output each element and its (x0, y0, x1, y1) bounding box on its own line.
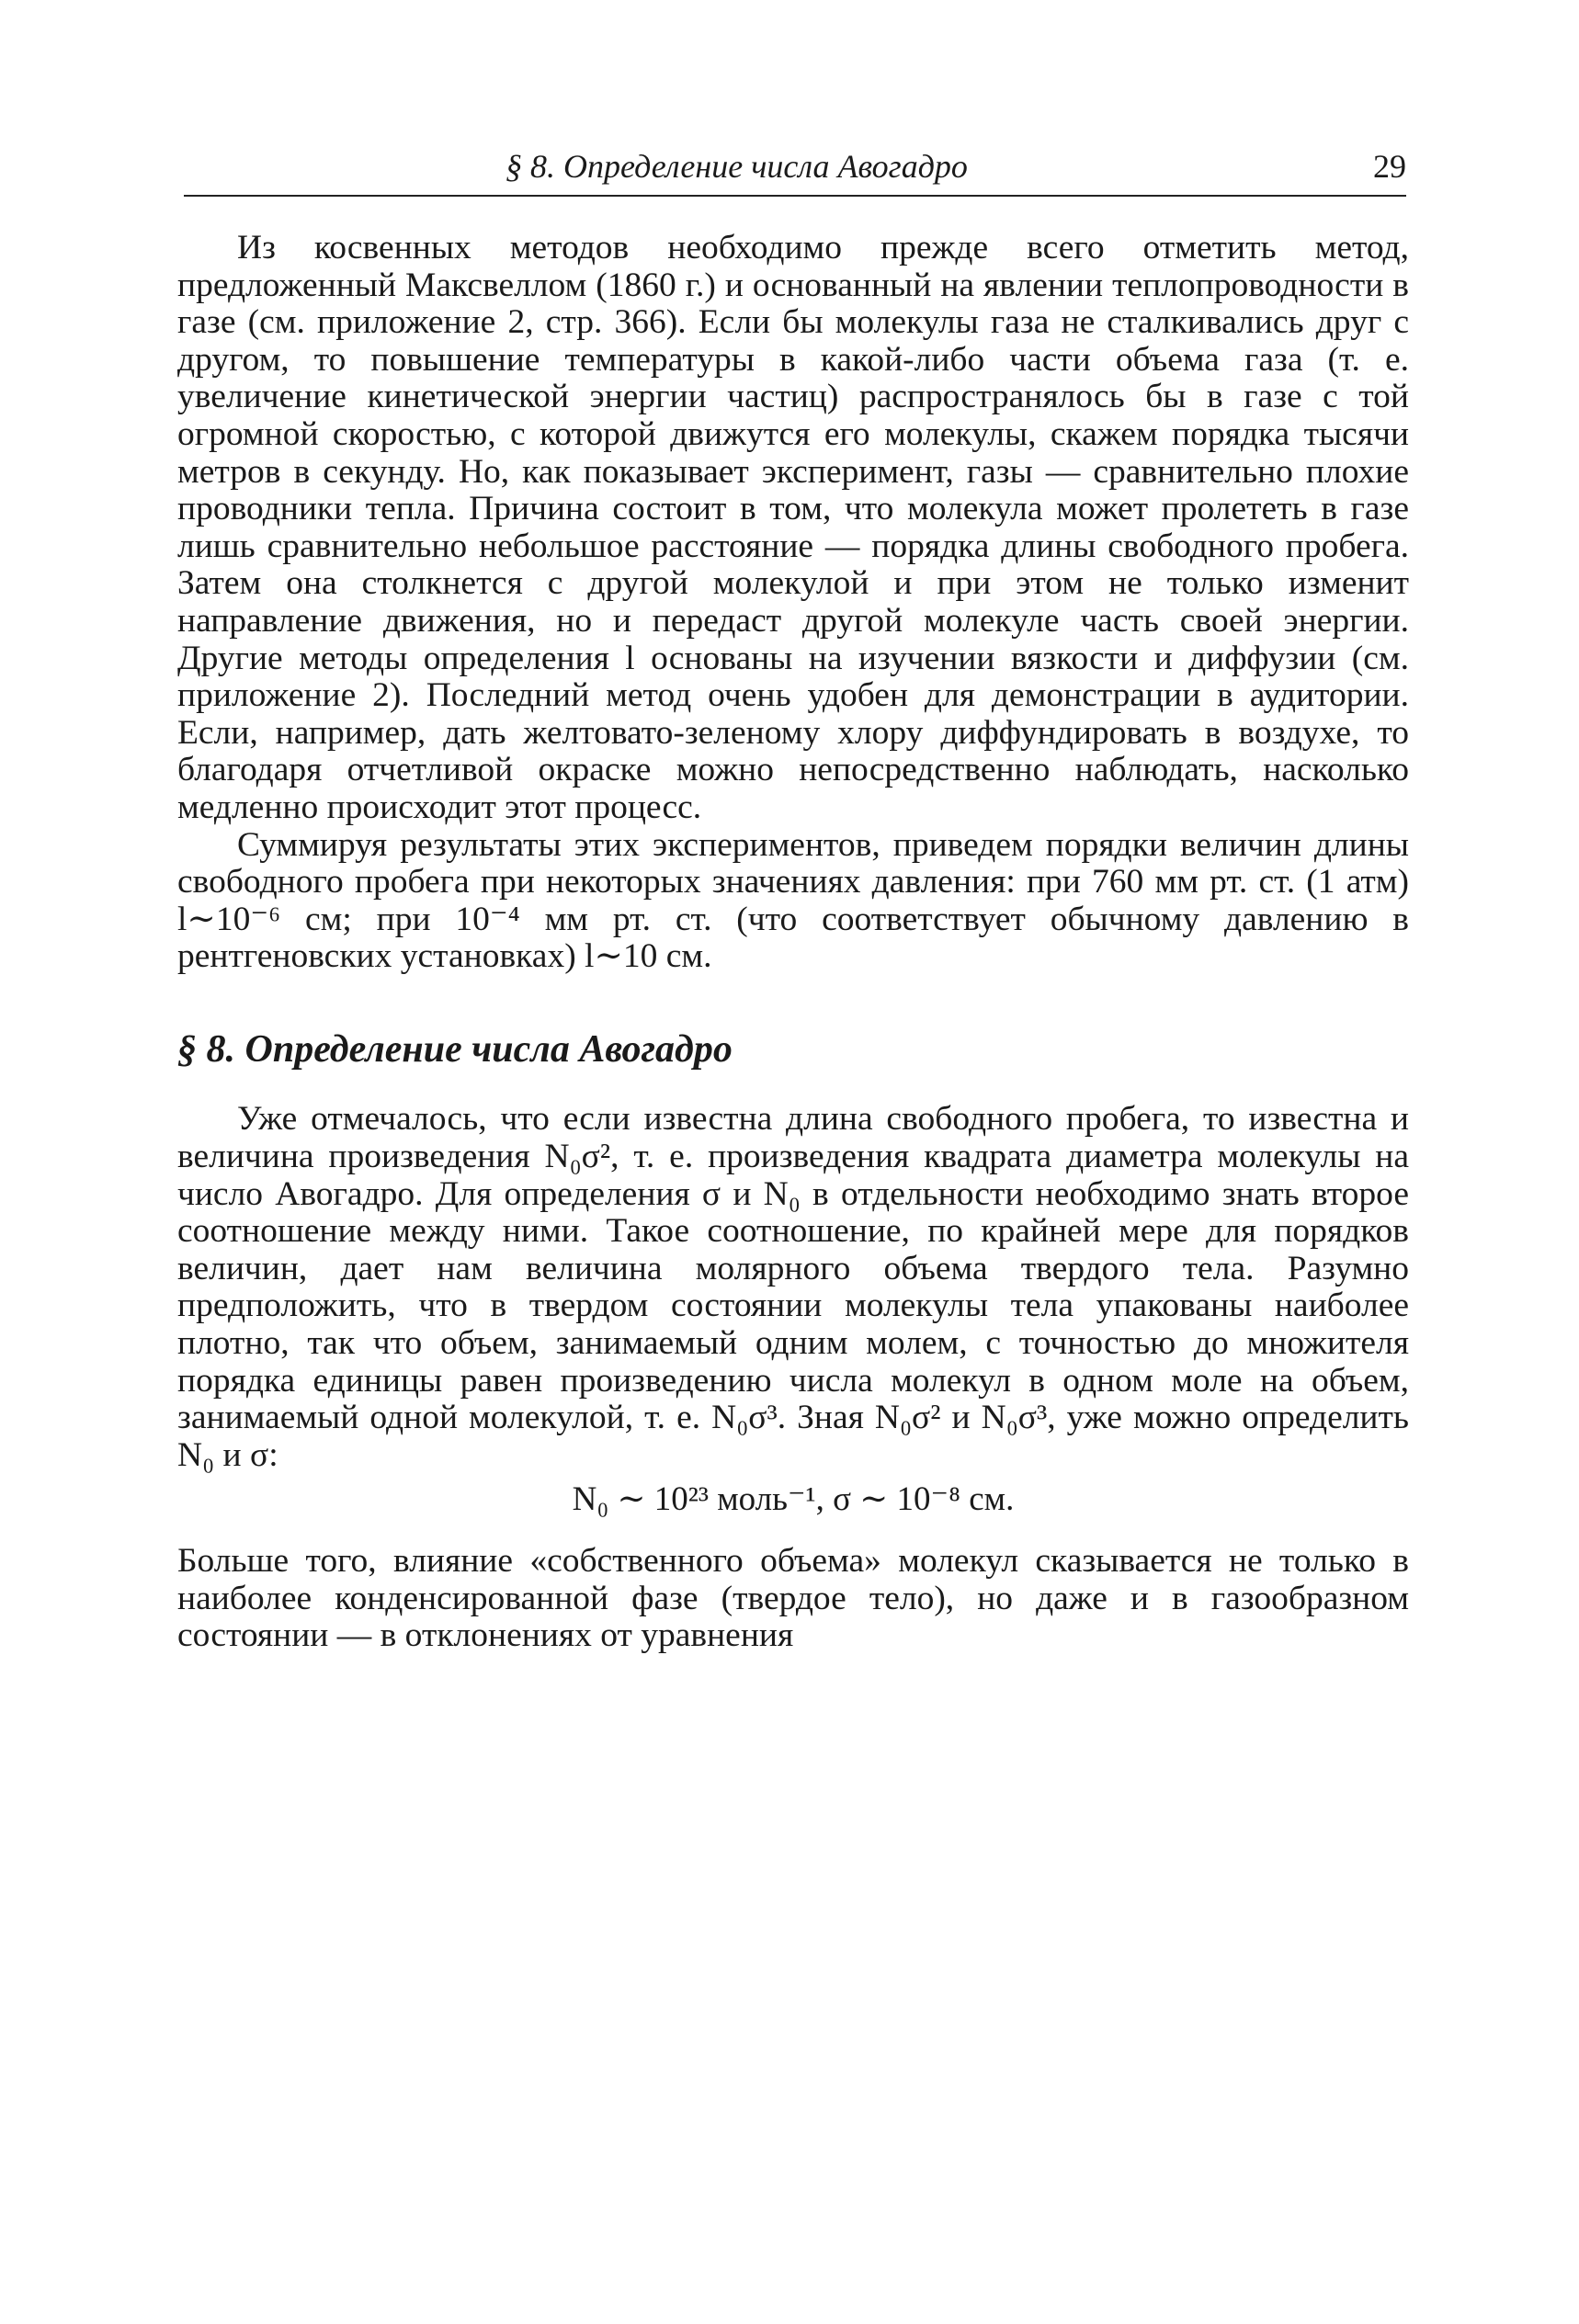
paragraph: Уже отмечалось, что если известна длина свободного пробега, то известна и величина произведения N₀σ², т. е. произведения квадрата диаметра молекулы на число Авогадро. Для определения σ и N₀ в отдельности необходимо знать второе соотношение между ними. Такое соотношение, по крайней мере для порядков величин, дает нам величина молярного объема твердого тела. Разумно предположить, что в твердом состоянии молекулы тела упакованы наиболее плотно, так что объем, занимаемый одним молем, с точностью до множителя порядка единицы равен произведению числа молекул в одном моле на объем, занимаемый одной молекулой, т. е. N₀σ³. Зная N₀σ² и N₀σ³, уже можно определить N₀ и σ: (177, 1100, 1409, 1474)
paragraph: Суммируя результаты этих экспериментов, приведем порядки величин длины свободного пробега при некоторых значениях давления: при 760 мм рт. ст. (1 атм) l∼10⁻⁶ см; при 10⁻⁴ мм рт. ст. (что соответствует обычному давлению в рентгеновских установках) l∼10 см. (177, 825, 1409, 976)
running-title: § 8. Определение числа Авогадро (506, 148, 968, 185)
page-number: 29 (1373, 148, 1406, 185)
paragraph: Больше того, влияние «собственного объема» молекул сказывается не только в наиболее конденсированной фазе (твердое тело), но даже и в газообразном состоянии — в отклонениях от уравнения (177, 1542, 1409, 1655)
running-header (184, 147, 1406, 197)
section-heading: § 8. Определение числа Авогадро (177, 1027, 733, 1071)
formula: N₀ ∼ 10²³ моль⁻¹, σ ∼ 10⁻⁸ см. (572, 1480, 1015, 1519)
page-body (177, 230, 1409, 1655)
paragraph: Из косвенных методов необходимо прежде всего отметить метод, предложенный Максвеллом (1860 г.) и основанный на явлении теплопроводности в газе (см. приложение 2, стр. 366). Если бы молекулы газа не сталкивались друг с другом, то повышение температуры в какой-либо части объема газа (т. е. увеличение кинетической энергии частиц) распространялось бы в газе с той огромной скоростью, с которой движутся его молекулы, скажем порядка тысячи метров в секунду. Но, как показывает эксперимент, газы — сравнительно плохие проводники тепла. Причина состоит в том, что молекула может пролететь в газе лишь сравнительно небольшое расстояние — порядка длины свободного пробега. Затем она столкнется с другой молекулой и при этом не только изменит направление движения, но и передаст другой молекуле часть своей энергии. Другие методы определения l основаны на изучении вязкости и диффузии (см. приложение 2). Последний метод очень удобен для демонстрации в аудитории. Если, например, дать желтовато-зеленому хлору диффундировать в воздухе, то благодаря отчетливой окраске можно непосредственно наблюдать, насколько медленно происходит этот процесс. (177, 229, 1409, 826)
